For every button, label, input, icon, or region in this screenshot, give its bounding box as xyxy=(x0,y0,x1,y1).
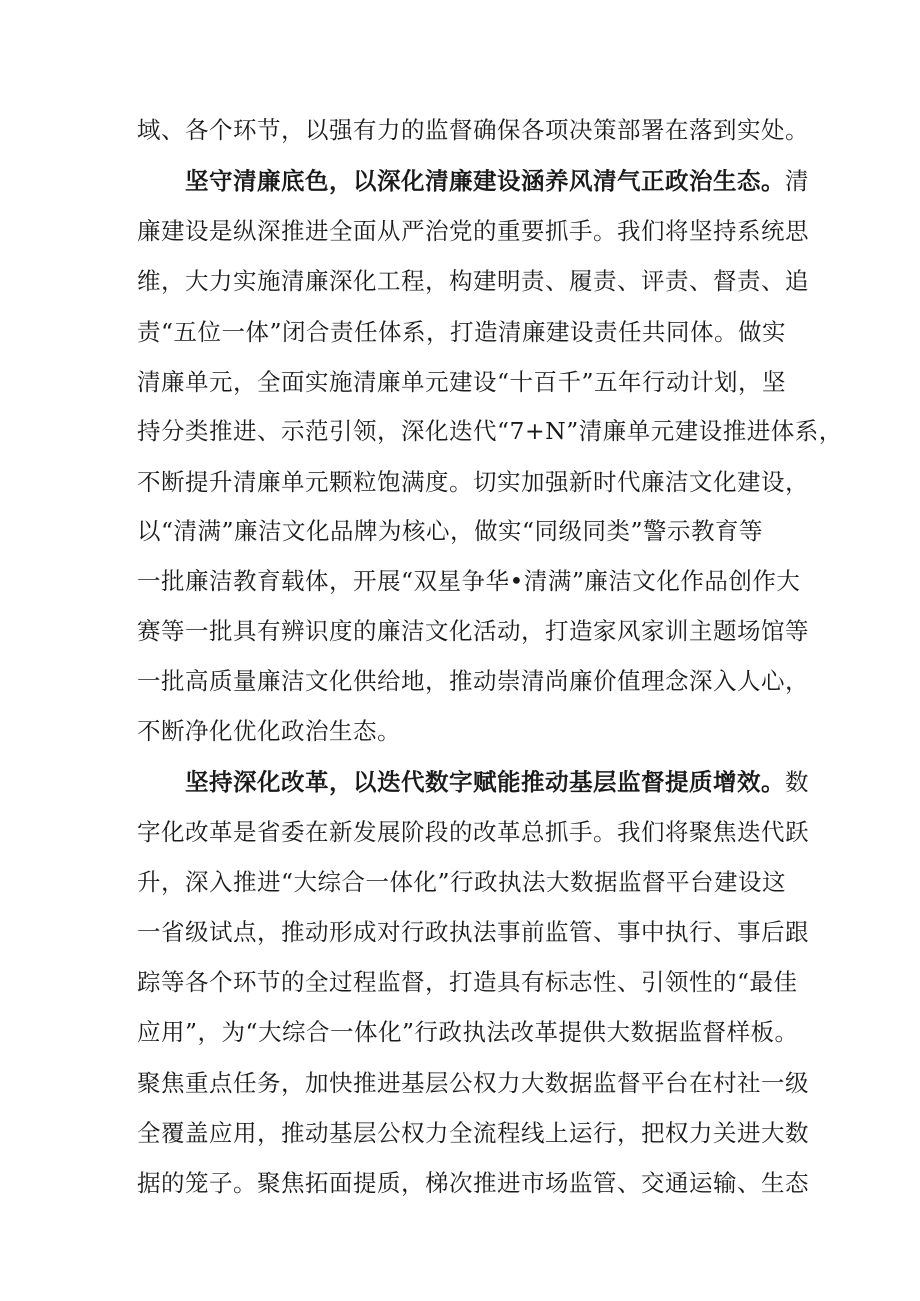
text-line: 全覆盖应用，推动基层公权力全流程线上运行，把权力关进大数 xyxy=(137,1119,809,1147)
text-line: 字化改革是省委在新发展阶段的改革总抓手。我们将聚焦迭代跃 xyxy=(137,818,809,846)
text-line: 一批廉洁教育载体，开展“双星争华•清满”廉洁文化作品创作大 xyxy=(137,567,801,595)
section-heading: 坚持深化改革，以迭代数字赋能推动基层监督提质增效。 xyxy=(185,768,785,796)
text-line: 不断提升清廉单元颗粒饱满度。切实加强新时代廉洁文化建设， xyxy=(137,468,809,496)
text-line: 持分类推进、示范引领，深化迭代“7+N”清廉单元建设推进体系， xyxy=(137,417,843,445)
text-line: 不断净化优化政治生态。 xyxy=(137,717,401,745)
text-line: 赛等一批具有辨识度的廉洁文化活动，打造家风家训主题场馆等 xyxy=(137,617,809,645)
section-heading-line: 坚守清廉底色，以深化清廉建设涵养风清气正政治生态。清 xyxy=(185,167,809,195)
section-heading: 坚守清廉底色，以深化清廉建设涵养风清气正政治生态。 xyxy=(185,167,785,195)
text-line: 清廉单元，全面实施清廉单元建设“十百千”五年行动计划，坚 xyxy=(137,368,787,396)
section-heading-line: 坚持深化改革，以迭代数字赋能推动基层监督提质增效。数 xyxy=(185,768,809,796)
text-line: 聚焦重点任务，加快推进基层公权力大数据监督平台在村社一级 xyxy=(137,1069,809,1097)
text-line: 升，深入推进“大综合一体化”行政执法大数据监督平台建设这 xyxy=(137,868,787,896)
text-line: 一批高质量廉洁文化供给地，推动崇清尚廉价值理念深入人心， xyxy=(137,667,809,695)
text-line: 维，大力实施清廉深化工程，构建明责、履责、评责、督责、追 xyxy=(137,267,809,295)
text-line: 一省级试点，推动形成对行政执法事前监管、事中执行、事后跟 xyxy=(137,918,809,946)
text-line: 责“五位一体”闭合责任体系，打造清廉建设责任共同体。做实 xyxy=(137,318,787,346)
text-line: 据的笼子。聚焦拓面提质，梯次推进市场监管、交通运输、生态 xyxy=(137,1169,809,1197)
text-line: 廉建设是纵深推进全面从严治党的重要抓手。我们将坚持系统思 xyxy=(137,217,809,245)
text-line: 应用”，为“大综合一体化”行政执法改革提供大数据监督样板。 xyxy=(137,1018,799,1046)
text-line: 以“清满”廉洁文化品牌为核心，做实“同级同类”警示教育等 xyxy=(137,517,764,545)
text-line: 域、各个环节，以强有力的监督确保各项决策部署在落到实处。 xyxy=(137,116,809,144)
text-line: 踪等各个环节的全过程监督，打造具有标志性、引领性的“最佳 xyxy=(137,968,798,996)
